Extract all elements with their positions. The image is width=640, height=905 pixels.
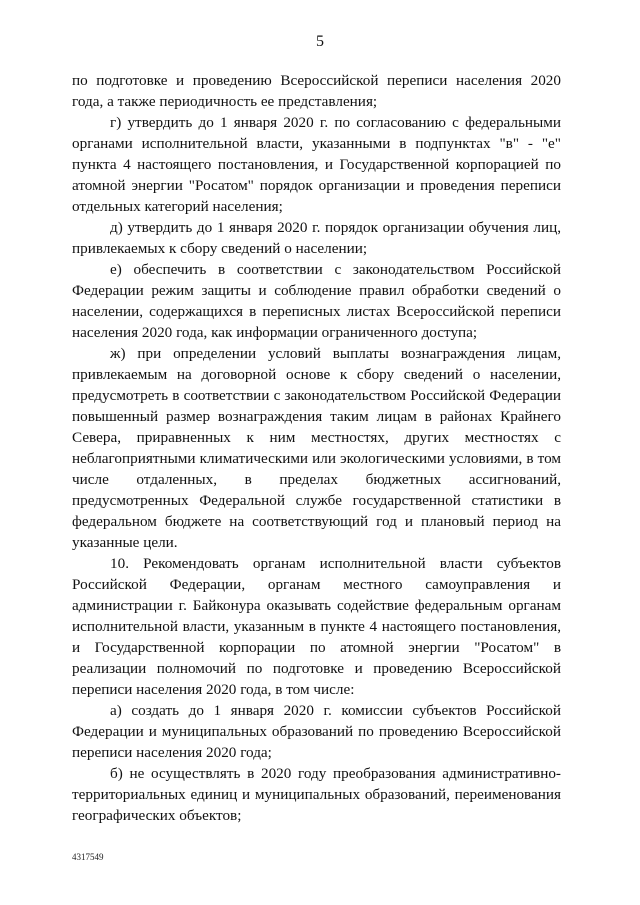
page-number: 5 bbox=[316, 33, 324, 50]
paragraph-section-10: 10. Рекомендовать органам исполнительной власти субъектов Российской Федерации, органам местного самоуправления и администрации г. Байконура оказывать содействие федеральным органам исполнительной власти, указанным в пункте 4 настоящего постановления, и Государственной корпорации по атомной энергии "Росатом" в реализации полномочий по подготовке и проведению Всероссийской переписи населения 2020 года, в том числе: bbox=[72, 555, 561, 698]
document-body bbox=[72, 70, 561, 826]
paragraph-item-e: е) обеспечить в соответствии с законодательством Российской Федерации режим защиты и соблюдение правил обработки сведений о населении, содержащихся в переписных листах Всероссийской переписи населения 2020 года, как информации ограниченного доступа; bbox=[72, 261, 561, 341]
paragraph-item-b: б) не осуществлять в 2020 году преобразования административно-территориальных единиц и муниципальных образований, переименования географических объектов; bbox=[72, 765, 561, 824]
paragraph-item-g: г) утвердить до 1 января 2020 г. по согласованию с федеральными органами исполнительной власти, указанными в подпунктах "в" - "е" пункта 4 настоящего постановления, и Государственной корпорацией по атомной энергии "Росатом" порядок организации и проведения переписи отдельных категорий населения; bbox=[72, 114, 561, 215]
paragraph-item-a: а) создать до 1 января 2020 г. комиссии субъектов Российской Федерации и муниципальных образований по проведению Всероссийской переписи населения 2020 года; bbox=[72, 702, 561, 761]
paragraph-continuation: по подготовке и проведению Всероссийской переписи населения 2020 года, а также периодичность ее представления; bbox=[72, 72, 561, 110]
document-code: 4317549 bbox=[72, 852, 104, 862]
paragraph-item-d: д) утвердить до 1 января 2020 г. порядок организации обучения лиц, привлекаемых к сбору сведений о населении; bbox=[72, 219, 561, 257]
paragraph-item-zh: ж) при определении условий выплаты вознаграждения лицам, привлекаемым на договорной основе к сбору сведений о населении, предусмотреть в соответствии с законодательством Российской Федерации повышенный размер вознаграждения таким лицам в районах Крайнего Севера, приравненных к ним местностях, других местностях с неблагоприятными климатическими или экологическими условиями, в том числе отдаленных, в пределах бюджетных ассигнований, предусмотренных Федеральной службе государственной статистики в федеральном бюджете на соответствующий год и плановый период на указанные цели. bbox=[72, 345, 561, 551]
